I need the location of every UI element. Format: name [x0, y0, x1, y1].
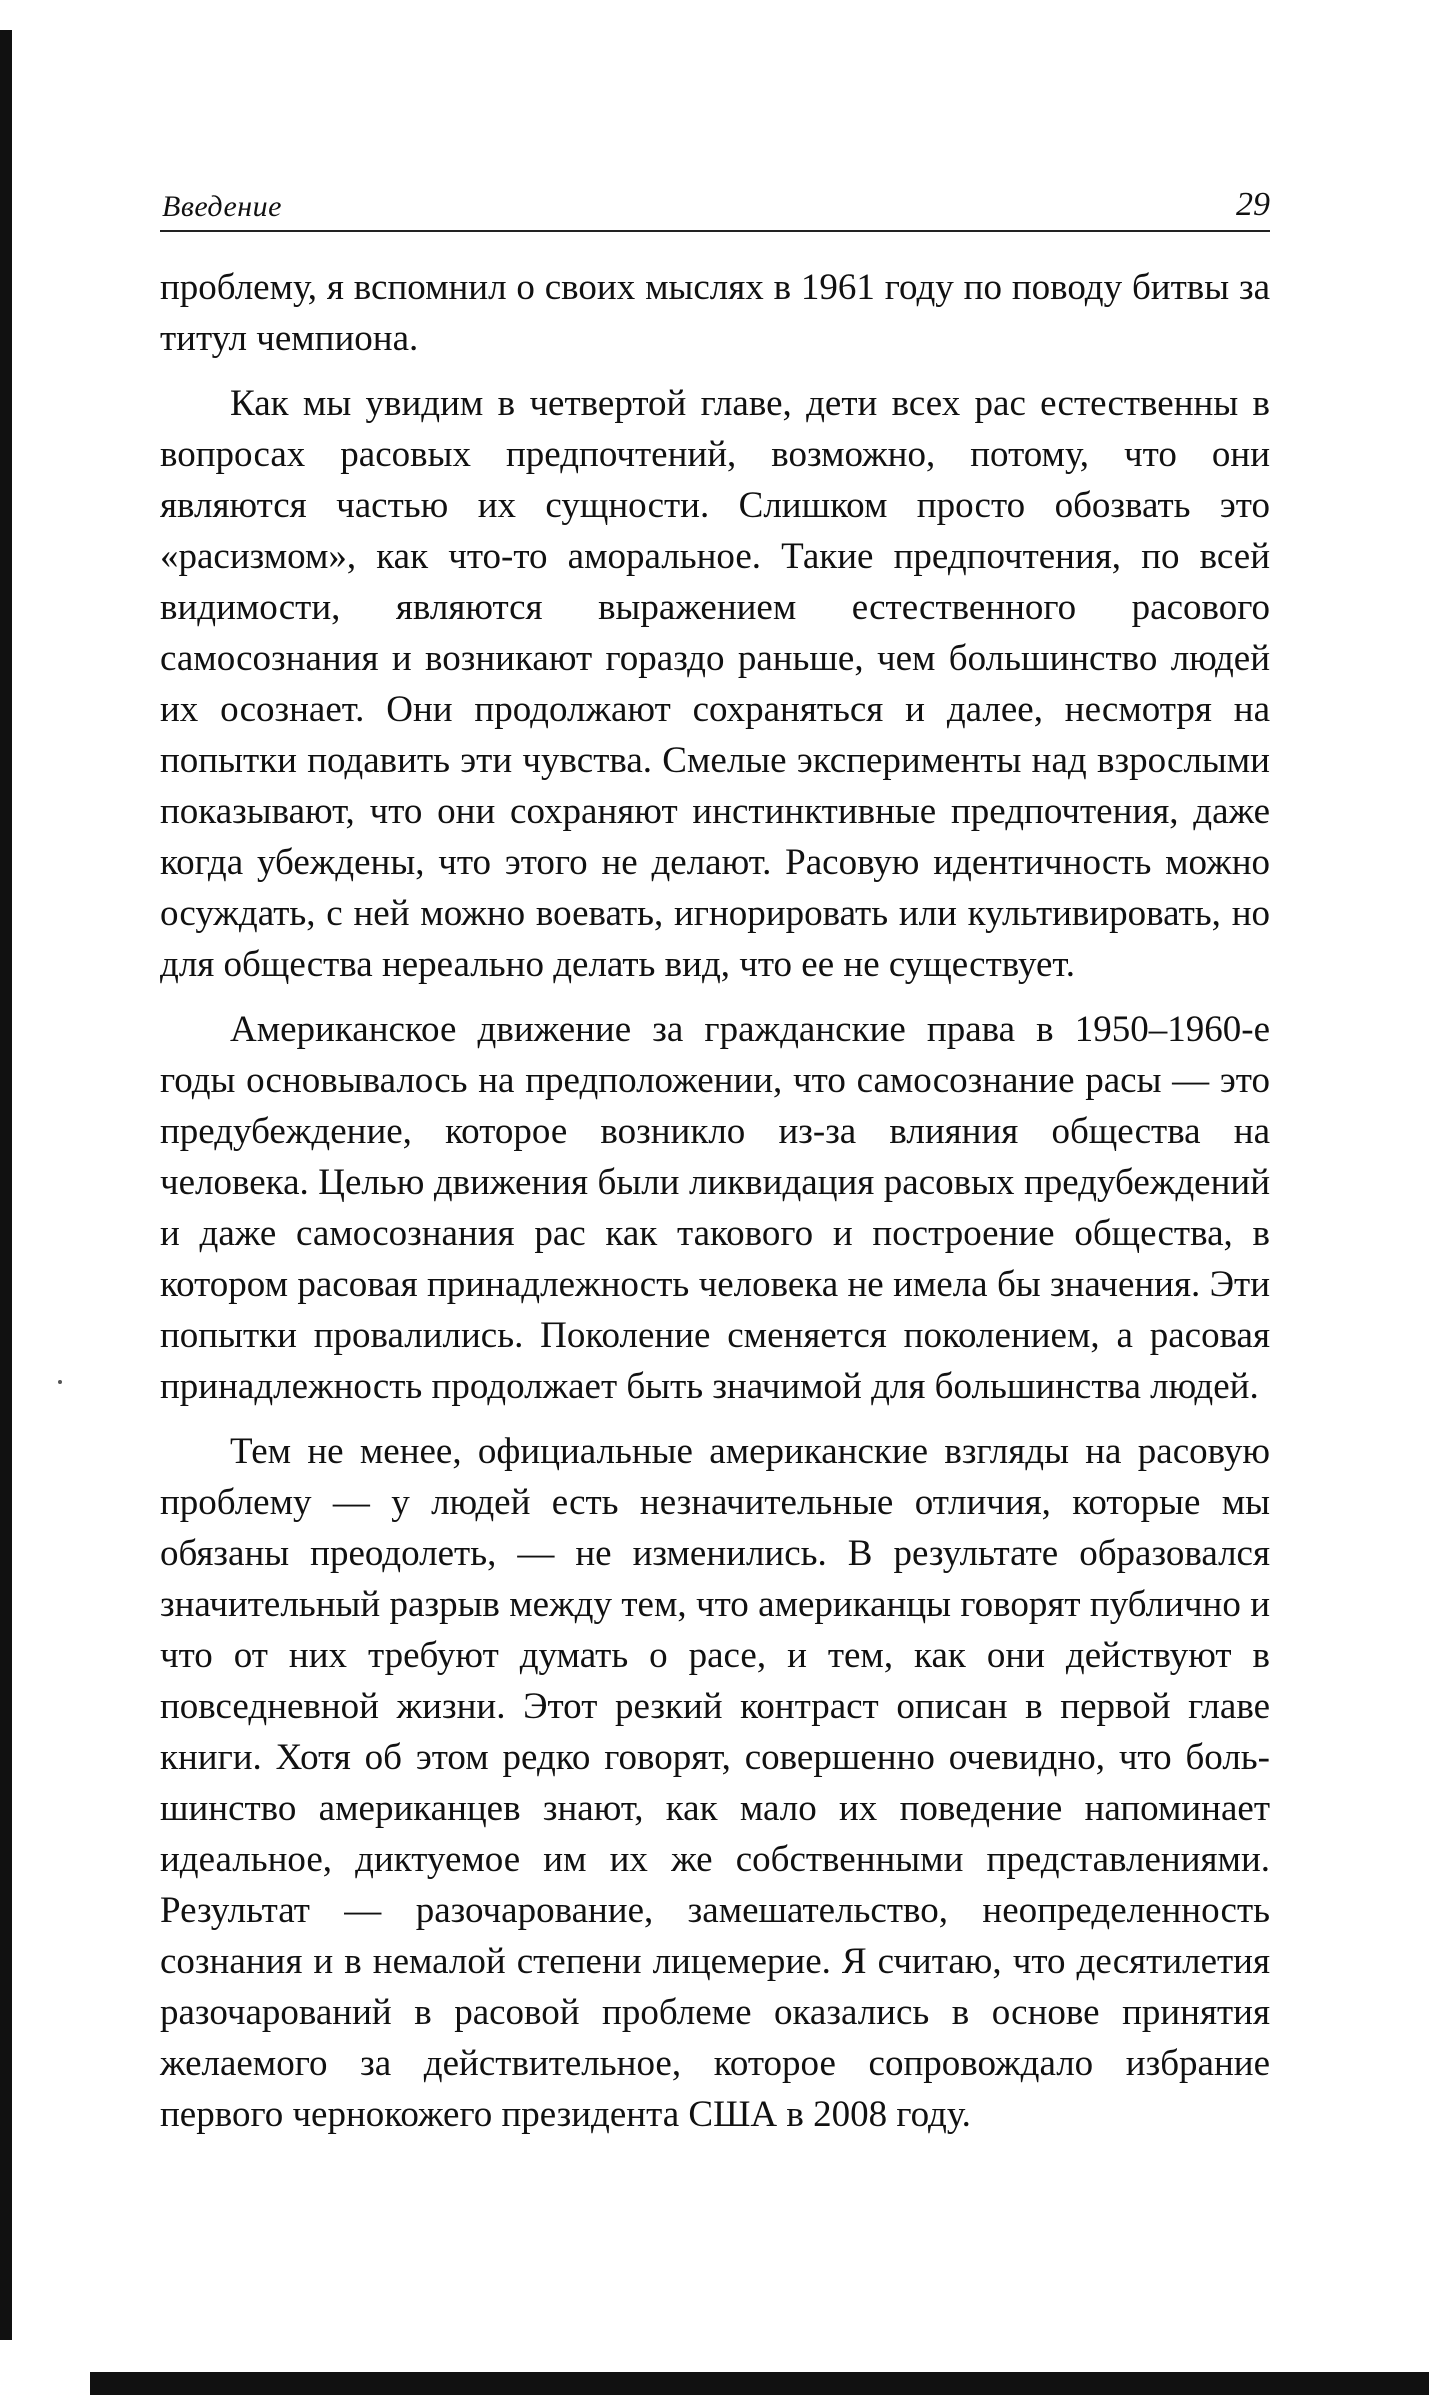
paragraph: Американское движение за гражданские права в 1950–1960-е годы основывалось на предположении, что самосознание расы — это предубеждение, которое возникло из-за влияния общества на человека. Целью движения были ликвидация расовых предубеждений и даже самосознания рас как такового и построение общества, в котором расовая принадлежность человека не имела бы значения. Эти попытки провалились. Поколение сменяется поколением, а расовая принадлежность продолжает быть значимой для большинства людей. — [160, 1009, 1270, 1407]
section-title: Введение — [162, 190, 282, 223]
scan-edge-left — [0, 30, 12, 2340]
running-head — [160, 180, 1270, 232]
page-number: 29 — [1236, 186, 1270, 223]
paragraph: Тем не менее, официальные американские взгляды на расовую проблему — у людей есть незначительные отличия, которые мы обязаны преодолеть, — не изменились. В результате образовался значительный разрыв между тем, что американцы говорят публично и что от них требуют думать о расе, и тем, как они действуют в повседневной жизни. Этот резкий контраст описан в первой главе книги. Хотя об этом редко говорят, совершенно очевидно, что большинство американцев знают, как мало их поведение напоминает идеальное, диктуемое им их же собственными представлениями. Результат — разочарование, замешательство, неопределенность сознания и в немалой степени лицемерие. Я считаю, что десятилетия разочарований в расовой проблеме оказались в основе принятия желаемого за действительное, которое сопровождало избрание первого чернокожего президента США в 2008 году. — [160, 1431, 1270, 2135]
scan-edge-bottom — [90, 2372, 1429, 2395]
scan-speck — [58, 1380, 62, 1384]
paragraph-continued: проблему, я вспомнил о своих мыслях в 1961 году по поводу битвы за титул чемпиона. — [160, 267, 1270, 359]
paragraph: Как мы увидим в четвертой главе, дети всех рас естественны в вопросах расовых предпочтений, возможно, потому, что они являются частью их сущности. Слишком просто обозвать это «расизмом», как что-то аморальное. Такие предпочтения, по всей видимости, являются выражением естественного расового самосознания и возникают гораздо раньше, чем большинство людей их осознает. Они продолжают сохраняться и далее, несмотря на попытки подавить эти чувства. Смелые эксперименты над взрослыми показывают, что они сохраняют инстинктивные предпочтения, даже когда убеждены, что этого не делают. Расовую идентичность можно осуждать, с ней можно воевать, игнорировать или культивировать, но для общества нереально делать вид, что ее не существует. — [160, 383, 1270, 985]
body-text — [160, 262, 1270, 2140]
